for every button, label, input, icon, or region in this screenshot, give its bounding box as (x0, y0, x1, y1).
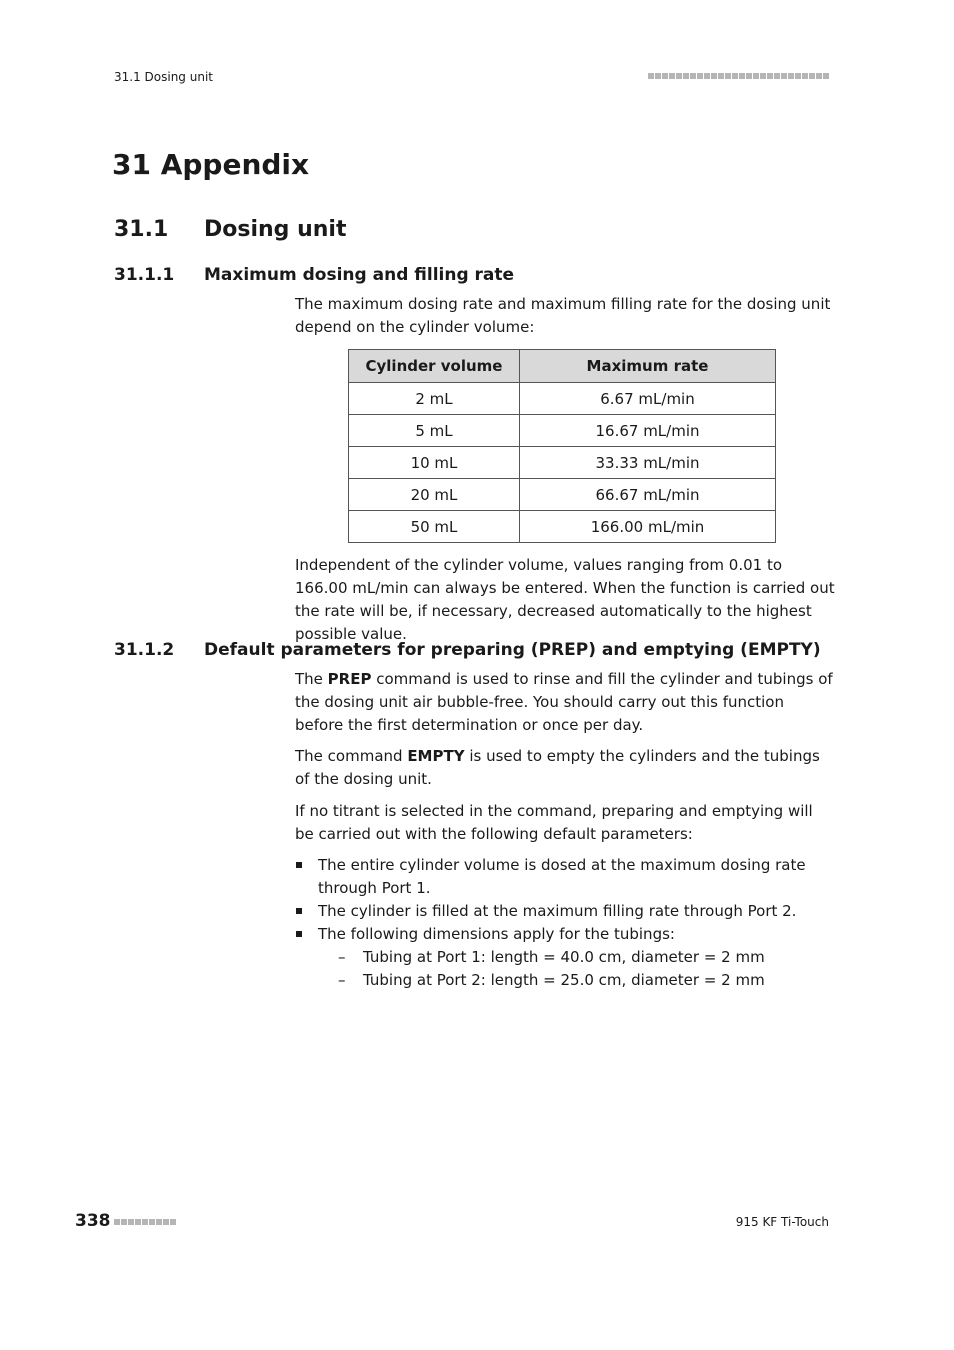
subsection-title: Default parameters for preparing (PREP) and emptying (EMPTY) (204, 640, 821, 660)
running-head: 31.1 Dosing unit (114, 70, 213, 84)
text-run: command is used to rinse and fill the cylinder and tubings of the dosing unit air bubble-free. You should carry out this function before the first determination or once per day. (295, 670, 833, 734)
text-run: The command (295, 747, 408, 765)
prep-paragraph (295, 668, 835, 737)
table-cell: 6.67 mL/min (520, 383, 776, 415)
table-header-cell: Cylinder volume (349, 350, 520, 383)
sub-list-item: – Tubing at Port 2: length = 25.0 cm, diameter = 2 mm (363, 969, 835, 992)
page-number: 338 (75, 1211, 111, 1231)
section-heading (114, 217, 346, 242)
table-row (349, 511, 776, 543)
empty-command: EMPTY (407, 747, 465, 765)
table-cell: 33.33 mL/min (520, 447, 776, 479)
list-item: The cylinder is filled at the maximum filling rate through Port 2. (295, 900, 835, 923)
prep-command: PREP (327, 670, 372, 688)
table-row (349, 479, 776, 511)
table-header-cell: Maximum rate (520, 350, 776, 383)
table-cell: 20 mL (349, 479, 520, 511)
chapter-title: 31 Appendix (112, 148, 310, 181)
tubing-list (318, 946, 835, 992)
table-cell: 166.00 mL/min (520, 511, 776, 543)
table-cell: 16.67 mL/min (520, 415, 776, 447)
subsection-number: 31.1.2 (114, 640, 175, 660)
subsection-number: 31.1.1 (114, 265, 175, 285)
empty-paragraph (295, 745, 835, 791)
table-cell: 66.67 mL/min (520, 479, 776, 511)
list-item-text: The following dimensions apply for the tubings: (318, 925, 675, 943)
section-number: 31.1 (114, 217, 169, 242)
sub-list-item: – Tubing at Port 1: length = 40.0 cm, diameter = 2 mm (363, 946, 835, 969)
table-cell: 10 mL (349, 447, 520, 479)
table-header-row (349, 350, 776, 383)
list-item: The entire cylinder volume is dosed at the maximum dosing rate through Port 1. (295, 854, 835, 900)
rate-table (348, 349, 776, 543)
subsection-heading-1 (114, 265, 514, 285)
product-name: 915 KF Ti-Touch (735, 1215, 829, 1229)
table-row (349, 415, 776, 447)
rate-note-paragraph: Independent of the cylinder volume, values ranging from 0.01 to 166.00 mL/min can always be entered. When the function is carried out the rate will be, if necessary, decreased automatically to the highest possible value. (295, 556, 835, 643)
text-run: is used to empty the cylinders and the tubings of the dosing unit. (295, 747, 820, 788)
footer-decoration (114, 1219, 176, 1225)
table-row (349, 383, 776, 415)
text-run: The (295, 670, 328, 688)
section-title: Dosing unit (204, 217, 347, 242)
table-row (349, 447, 776, 479)
default-params-paragraph: If no titrant is selected in the command, preparing and emptying will be carried out with the following default parameters: (295, 802, 813, 843)
table-cell: 50 mL (349, 511, 520, 543)
subsection-title: Maximum dosing and filling rate (204, 265, 515, 285)
list-item (295, 923, 835, 992)
intro-paragraph: The maximum dosing rate and maximum filling rate for the dosing unit depend on the cylinder volume: (295, 295, 831, 336)
subsection-heading-2 (114, 640, 821, 660)
table-cell: 5 mL (349, 415, 520, 447)
table-cell: 2 mL (349, 383, 520, 415)
header-decoration (648, 73, 829, 79)
default-params-list (295, 854, 835, 992)
